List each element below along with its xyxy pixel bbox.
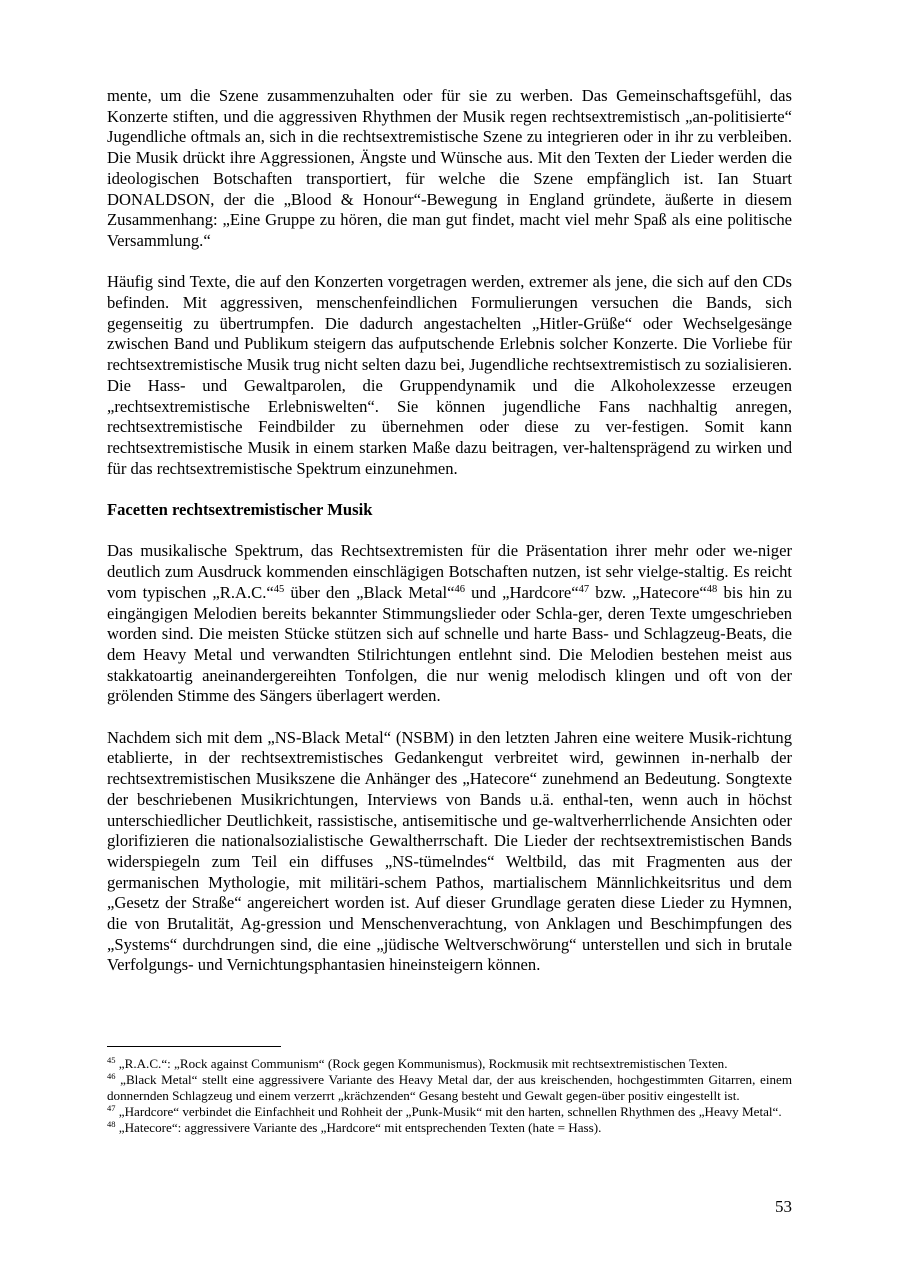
paragraph-3-text-d: bzw. „Hatecore“ [589,582,707,602]
footnote-ref-46[interactable]: 46 [454,583,465,595]
footnote-text: „Hardcore“ verbindet die Einfachheit und Rohheit der „Punk-Musik“ mit den harten, schnellen Rhythmen des „Heavy Metal“. [115,1104,782,1120]
section-heading: Facetten rechtsextremistischer Musik [107,500,373,520]
footnote-46 [107,1072,792,1104]
footnote-ref-45[interactable]: 45 [273,583,285,595]
footnote-text: „Black Metal“ stellt eine aggressivere Variante des Heavy Metal dar, der aus kreischenden, hochgestimmten Gitarren, einem donnernden Schlagzeug und einem verzerrt „krächzenden“ Gesang besteht und Gewalt gegen-über positiv eingestellt ist. [107,1072,792,1104]
page-number: 53 [775,1197,792,1216]
footnotes [107,1056,792,1136]
footnote-text: „R.A.C.“: „Rock against Communism“ (Rock gegen Kommunismus), Rockmusik mit rechtsextremistischen Texten. [115,1056,728,1071]
paragraph-3-text-a: Das musikalische Spektrum, das Rechtsextremisten für die Präsentation ihrer mehr oder we-niger deutlich zum Ausdruck kommenden einschlägigen Botschaften nutzen, ist sehr vielge-staltig. Es reicht vom typischen „R.A.C.“ [107,541,792,602]
footnote-number: 46 [107,1071,116,1082]
footnote-45 [107,1056,792,1072]
main-text [107,86,792,997]
footnote-47 [107,1104,792,1120]
paragraph-3-text-c: und „Hardcore“ [464,582,579,602]
footnote-text: „Hatecore“: aggressivere Variante des „Hardcore“ mit entsprechenden Texten (hate = Hass). [115,1120,602,1136]
paragraph-3-text-e: bis hin zu eingängigen Melodien bereits bekannter Stimmungslieder oder Schla-ger, deren Texte umgeschrieben worden sind. Die meisten Stücke stützen sich auf schnelle und harte Bass- und Schlagzeug-Beats, die dem Heavy Metal und verwandten Stilrichtungen entlehnt sind. Die Melodien bestehen meist aus stakkatoartig aneinandergereihten Tonfolgen, die nur wenig melodisch klingen und oft von der grölenden Stimme des Sängers überlagert werden. [107,582,792,706]
paragraph-3 [107,541,792,707]
paragraph-3-text-b: über den „Black Metal“ [284,582,455,602]
paragraph-4: Nachdem sich mit dem „NS-Black Metal“ (NSBM) in den letzten Jahren eine weitere Musik-richtung etablierte, in der rechtsextremistisches Gedankengut verbreitet wird, gewinnen in-nerhalb der rechtsextremistischen Musikszene die Anhänger des „Hatecore“ zunehmend an Bedeutung. Songtexte der beschriebenen Musikrichtungen, Interviews von Bands u.ä. enthal-ten, wenn auch in höchst unterschiedlicher Deutlichkeit, rassistische, antisemitische und ge-waltverherrlichende Ansichten oder glorifizieren die nationalsozialistische Gewaltherrschaft. Die Lieder der rechtsextremistischen Bands widerspiegeln zum Teil ein diffuses „NS-tümelndes“ Weltbild, das mit Fragmenten aus der germanischen Mythologie, mit militäri-schem Pathos, martialischem Männlichkeitsritus und dem „Gesetz der Straße“ angereichert worden ist. Auf dieser Grundlage geraten diese Lieder zu Hymnen, die von Brutalität, Ag-gression und Menschenverachtung, von Anklagen und Beschimpfungen des „Systems“ durchdrungen sind, die eine „jüdische Weltverschwörung“ unterstellen und sich in brutale Verfolgungs- und Vernichtungsphantasien hineinsteigern können. [107,727,792,975]
footnote-number: 45 [107,1055,116,1065]
footnote-separator [107,1046,281,1047]
footnote-ref-48[interactable]: 48 [706,583,718,595]
footnote-number: 47 [107,1103,116,1114]
footnote-number: 48 [107,1119,116,1130]
footnote-ref-47[interactable]: 47 [578,583,590,595]
paragraph-2: Häufig sind Texte, die auf den Konzerten vorgetragen werden, extremer als jene, die sich auf den CDs befinden. Mit aggressiven, menschenfeindlichen Formulierungen versuchen die Bands, sich gegenseitig zu übertrumpfen. Die dadurch angestachelten „Hitler-Grüße“ oder Wechselgesänge zwischen Band und Publikum steigern das aufputschende Erlebnis solcher Konzerte. Die Vorliebe für rechtsextremistische Musik trug nicht selten dazu bei, Jugendliche rechtsextremistisch zu sozialisieren. Die Hass- und Gewaltparolen, die Gruppendynamik und die Alkoholexzesse erzeugen „rechtsextremistische Erlebniswelten“. Sie können jugendliche Fans nachhaltig anregen, rechtsextremistische Feindbilder zu übernehmen oder diese zu ver-festigen. Somit kann rechtsextremistische Musik in einem starken Maße dazu beitragen, ver-haltensprägend zu wirken und für das rechtsextremistische Spektrum einzunehmen. [107,272,792,478]
footnote-48 [107,1120,792,1136]
paragraph-1: mente, um die Szene zusammenzuhalten oder für sie zu werben. Das Gemeinschaftsgefühl, das Konzerte stiften, und die aggressiven Rhythmen der Musik regen rechtsextremistisch „an-politisierte“ Jugendliche oftmals an, sich in die rechtsextremistische Szene zu integrieren oder in ihr zu verbleiben. Die Musik drückt ihre Aggressionen, Ängste und Wünsche aus. Mit den Texten der Lieder werden die ideologischen Botschaften transportiert, für welche die Szene empfänglich ist. Ian Stuart DONALDSON, der die „Blood & Honour“-Bewegung in England gründete, äußerte in diesem Zusammenhang: „Eine Gruppe zu hören, die man gut findet, macht viel mehr Spaß als eine politische Versammlung.“ [107,86,792,250]
